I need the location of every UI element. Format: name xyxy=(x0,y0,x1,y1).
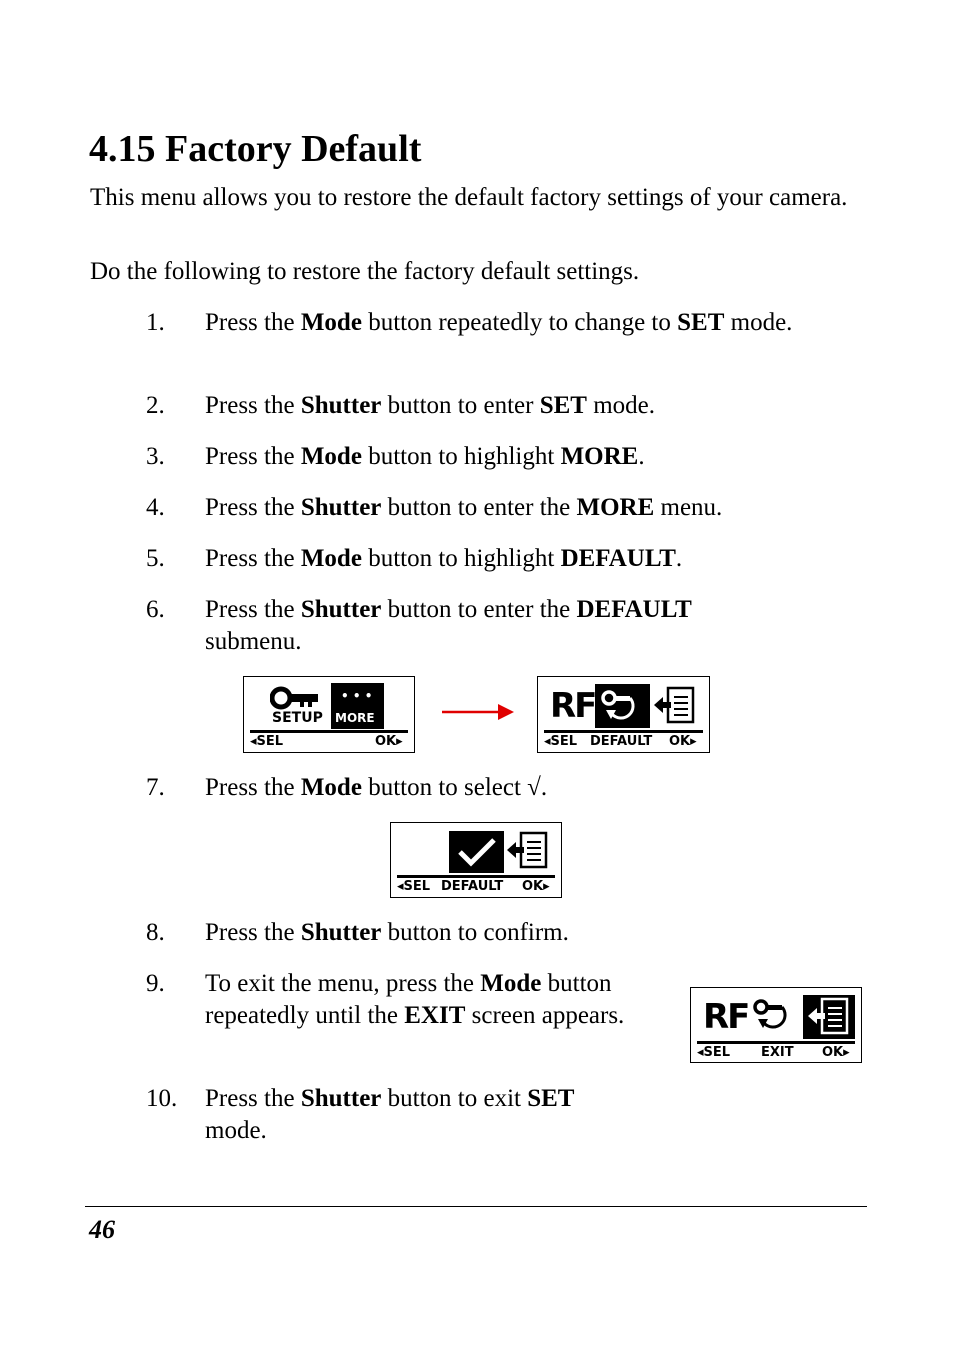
bold-run: MORE xyxy=(560,443,639,470)
step-number: 6. xyxy=(146,596,165,623)
reset-wrench-icon xyxy=(600,688,645,724)
ok-label: OK xyxy=(522,879,544,894)
sel-label: SEL xyxy=(550,734,578,749)
step-number: 10. xyxy=(146,1085,178,1112)
checkmark-icon xyxy=(457,837,497,867)
text-run: Press the xyxy=(205,494,301,521)
exit-document-icon xyxy=(653,686,697,726)
lcd-confirm-screen xyxy=(390,822,562,898)
more-highlight-box xyxy=(331,683,384,729)
text-run: button repeatedly until the xyxy=(205,970,612,1029)
section-heading: 4.15 Factory Default xyxy=(89,128,422,170)
sel-label: SEL xyxy=(403,879,431,894)
setup-label: SETUP xyxy=(272,710,323,726)
lcd-exit-screen xyxy=(690,987,862,1063)
text-run: submenu. xyxy=(205,628,302,655)
bold-run: Mode xyxy=(300,545,362,572)
text-run: To exit the menu, press the xyxy=(205,970,481,997)
step-number: 1. xyxy=(146,309,165,336)
intro-paragraph: This menu allows you to restore the default factory settings of your camera. xyxy=(90,184,848,211)
checkmark-highlight-box xyxy=(449,831,504,873)
step-text xyxy=(205,441,845,473)
step-text xyxy=(205,307,805,339)
text-run: mode. xyxy=(205,1117,267,1144)
ok-label: OK xyxy=(822,1045,844,1060)
text-run: . xyxy=(638,443,645,470)
ok-label: OK xyxy=(375,734,397,749)
step-text xyxy=(205,543,845,575)
lcd-setup-more-screen xyxy=(243,676,415,753)
text-run: Press the xyxy=(205,443,301,470)
step-text xyxy=(205,968,667,1032)
sel-label: SEL xyxy=(256,734,284,749)
step-text xyxy=(205,1083,625,1147)
rf-label: RF xyxy=(550,686,596,726)
text-run: button repeatedly to change to xyxy=(361,309,678,336)
lcd-divider xyxy=(250,730,408,733)
step-text xyxy=(205,390,845,422)
exit-document-icon xyxy=(506,831,550,871)
bold-run: SET xyxy=(539,392,587,419)
step-text xyxy=(205,917,845,949)
step-number: 3. xyxy=(146,443,165,470)
text-run: Press the xyxy=(205,392,301,419)
bold-run: Shutter xyxy=(300,596,382,623)
right-arrow-icon: ▸ xyxy=(396,734,403,749)
lcd-default-screen xyxy=(537,676,710,753)
more-label: MORE xyxy=(335,711,375,725)
bold-run: SET xyxy=(527,1085,575,1112)
text-run: button to enter xyxy=(381,392,540,419)
text-run: . xyxy=(675,545,683,572)
red-arrow-icon xyxy=(440,701,516,723)
step-number: 8. xyxy=(146,919,165,946)
lcd-divider xyxy=(397,875,555,878)
text-run: button to enter the xyxy=(381,494,577,521)
page-number: 46 xyxy=(89,1215,115,1244)
lead-paragraph: Do the following to restore the factory default settings. xyxy=(90,258,640,285)
default-label: DEFAULT xyxy=(590,734,653,749)
bold-run: DEFAULT xyxy=(560,545,676,572)
reset-wrench-icon xyxy=(751,996,801,1036)
step-number: 9. xyxy=(146,970,165,997)
dots-icon: • • • xyxy=(341,689,373,703)
step-number: 4. xyxy=(146,494,165,521)
text-run: Press the xyxy=(205,919,301,946)
exit-label: EXIT xyxy=(761,1045,794,1060)
bold-run: MORE xyxy=(576,494,655,521)
left-arrow-icon: ◂ xyxy=(250,734,257,749)
step-number: 5. xyxy=(146,545,165,572)
sel-hint xyxy=(397,879,430,894)
text-run: button to highlight xyxy=(361,443,561,470)
ok-hint xyxy=(822,1045,850,1060)
step-number: 2. xyxy=(146,392,165,419)
text-run: Press the xyxy=(205,774,301,801)
bold-run: SET xyxy=(677,309,725,336)
text-run: button to enter the xyxy=(381,596,577,623)
text-run: menu. xyxy=(654,494,723,521)
text-run: button to highlight xyxy=(361,545,561,572)
sel-hint xyxy=(544,734,577,749)
default-label: DEFAULT xyxy=(441,879,504,894)
text-run: Press the xyxy=(205,545,301,572)
ok-hint xyxy=(522,879,550,894)
lcd-divider xyxy=(697,1041,855,1044)
rf-label: RF xyxy=(703,997,749,1037)
text-run: button to select √. xyxy=(361,774,548,801)
right-arrow-icon: ▸ xyxy=(690,734,697,749)
default-highlight-box xyxy=(595,684,650,728)
bold-run: Shutter xyxy=(300,1085,382,1112)
left-arrow-icon: ◂ xyxy=(544,734,551,749)
bold-run: DEFAULT xyxy=(576,596,692,623)
ok-label: OK xyxy=(669,734,691,749)
ok-hint xyxy=(669,734,697,749)
text-run: mode. xyxy=(724,309,793,336)
step-text xyxy=(205,594,775,658)
bold-run: EXIT xyxy=(404,1002,466,1029)
left-arrow-icon: ◂ xyxy=(397,879,404,894)
bold-run: Shutter xyxy=(300,392,382,419)
exit-highlight-box xyxy=(803,995,855,1039)
footer-rule xyxy=(85,1206,867,1207)
text-run: button to confirm. xyxy=(381,919,569,946)
bold-run: Shutter xyxy=(300,494,382,521)
step-number: 7. xyxy=(146,774,165,801)
text-run: screen appears. xyxy=(465,1002,625,1029)
lcd-divider xyxy=(544,730,703,733)
bold-run: Mode xyxy=(300,443,362,470)
bold-run: Shutter xyxy=(300,919,382,946)
text-run: Press the xyxy=(205,309,301,336)
bold-run: Mode xyxy=(480,970,542,997)
step-text xyxy=(205,492,845,524)
bold-run: Mode xyxy=(300,309,362,336)
sel-hint xyxy=(697,1045,730,1060)
left-arrow-icon: ◂ xyxy=(697,1045,704,1060)
text-run: button to exit xyxy=(381,1085,528,1112)
sel-label: SEL xyxy=(703,1045,731,1060)
bold-run: Mode xyxy=(300,774,362,801)
right-arrow-icon: ▸ xyxy=(543,879,550,894)
ok-hint xyxy=(375,734,403,749)
exit-document-icon xyxy=(807,997,851,1037)
text-run: mode. xyxy=(586,392,656,419)
right-arrow-icon: ▸ xyxy=(843,1045,850,1060)
wrench-icon xyxy=(270,686,320,710)
text-run: Press the xyxy=(205,1085,301,1112)
sel-hint xyxy=(250,734,283,749)
step-text xyxy=(205,772,845,804)
text-run: Press the xyxy=(205,596,301,623)
